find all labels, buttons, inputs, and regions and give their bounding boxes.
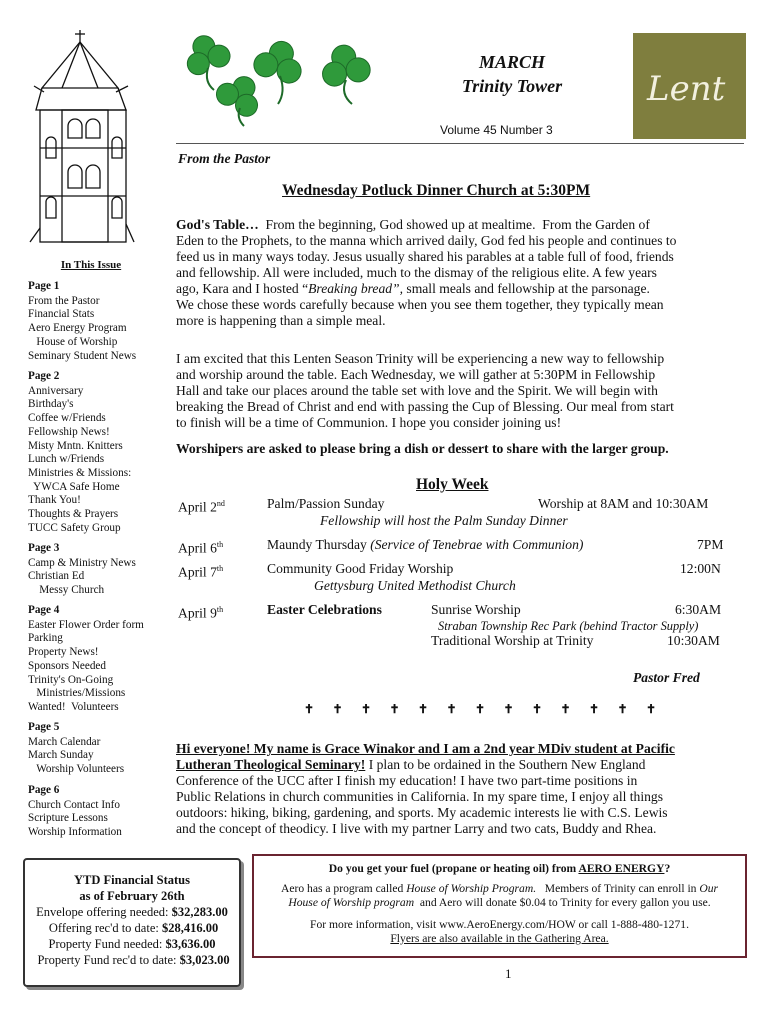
toc-item: Parking <box>28 632 63 645</box>
toc-item: Lunch w/Friends <box>28 453 105 466</box>
text-line: and fellowship. All were included, much to the dismay of the religious elite. A few years <box>176 265 657 280</box>
toc-page-label: Page 6 <box>28 784 60 796</box>
toc-item: Fellowship News! <box>28 425 110 438</box>
lent-banner <box>633 33 746 139</box>
financial-title: YTD Financial Status <box>74 873 190 887</box>
toc-item: Camp & Ministry News <box>28 556 136 569</box>
cross-icon: ✝ <box>617 702 628 716</box>
financial-label: Envelope offering needed: <box>36 905 172 919</box>
toc-item: Aero Energy Program <box>28 322 127 335</box>
section-from-the-pastor: From the Pastor <box>178 151 271 166</box>
toc-item: TUCC Safety Group <box>28 521 121 534</box>
april-2-note: Fellowship will host the Palm Sunday Dinner <box>320 513 568 528</box>
event-detail: (Service of Tenebrae with Communion) <box>370 537 584 552</box>
text-line: Eden to the Prophets, to the manna which arrived daily, God fed his people and continues to <box>176 233 677 248</box>
event-text: Maundy Thursday <box>267 537 371 552</box>
april-9-date <box>178 602 223 622</box>
text-line: From the beginning, God showed up at mealtime. From the Garden of <box>258 217 650 232</box>
april-7-date <box>178 561 223 581</box>
toc-item: Anniversary <box>28 384 84 397</box>
text-line: We chose these words carefully because when you see them together, they typically mean <box>176 297 664 312</box>
toc-item: Thank You! <box>28 494 81 507</box>
text-line: I am excited that this Lenten Season Trinity will be experiencing a new way to fellowship <box>176 351 665 366</box>
toc-item: Christian Ed <box>28 570 85 583</box>
financial-value: $28,416.00 <box>161 921 219 935</box>
traditional-time: 10:30AM <box>667 633 720 648</box>
header-divider <box>176 143 744 144</box>
date-suffix: th <box>216 540 224 549</box>
volume-number: Volume 45 Number 3 <box>440 123 553 137</box>
aero-text: Our <box>699 882 719 895</box>
toc-page-label: Page 1 <box>28 280 60 292</box>
aero-program-name: House of Worship Program. <box>406 882 537 895</box>
aero-text: and Aero will donate $0.04 to Trinity for every gallon you use. <box>414 896 711 909</box>
text-line: Hall and take our places around the table set with love and the Spirit. We will begin with <box>176 383 658 398</box>
date-suffix: th <box>216 564 224 573</box>
toc-item: Thoughts & Prayers <box>28 508 119 521</box>
financial-value: $3,023.00 <box>179 953 230 967</box>
seminary-lead-line: Hi everyone! My name is Grace Winakor and I am a 2nd year MDiv student at Pacific <box>176 741 675 756</box>
text-line: outdoors: hiking, biking, gardening, and sports. My academic interests lie with C.S. Lewis <box>176 805 668 820</box>
cross-icon: ✝ <box>503 702 514 716</box>
seminary-student-news <box>176 741 736 837</box>
aero-line-1 <box>254 882 745 896</box>
toc-item: Church Contact Info <box>28 798 120 811</box>
date-suffix: th <box>216 605 224 614</box>
pastor-paragraph-1 <box>176 217 736 329</box>
toc-page-3 <box>28 542 168 598</box>
seminary-name: Lutheran Theological Seminary! <box>176 757 366 772</box>
page-number: 1 <box>505 966 512 981</box>
toc-item: March Calendar <box>28 735 101 748</box>
toc-item: Birthday's <box>28 398 74 411</box>
aero-heading <box>254 862 745 876</box>
april-6-event <box>267 537 583 553</box>
pastor-headline: Wednesday Potluck Dinner Church at 5:30PM <box>282 182 591 199</box>
toc-item: Worship Information <box>28 826 122 839</box>
text-line: ago, Kara and I hosted “ <box>176 281 309 296</box>
text-line: more is happening than a simple meal. <box>176 313 386 328</box>
toc-page-2 <box>28 370 168 535</box>
text-line: feed us in many ways today. Jesus usually shared his parables at a table full of food, friends <box>176 249 674 264</box>
church-tower-illustration <box>22 28 154 248</box>
toc-item: Financial Stats <box>28 308 95 321</box>
toc-page-label: Page 2 <box>28 370 60 382</box>
cross-icon: ✝ <box>418 702 429 716</box>
aero-flyers: Flyers are also available in the Gathering Area. <box>390 932 609 945</box>
cross-icon: ✝ <box>389 702 400 716</box>
toc-item: Easter Flower Order form <box>28 618 144 631</box>
toc-item: Ministries/Missions <box>28 687 126 700</box>
newsletter-month: MARCH <box>478 52 546 72</box>
financial-value: $3,636.00 <box>165 937 216 951</box>
financial-date: as of February 26th <box>79 889 185 903</box>
pastor-signature: Pastor Fred <box>633 670 700 685</box>
toc-page-4 <box>28 604 168 715</box>
april-7-event: Community Good Friday Worship <box>267 561 454 576</box>
financial-row <box>25 952 239 968</box>
financial-label: Property Fund needed: <box>48 937 166 951</box>
aero-energy-name: AERO ENERGY <box>578 862 665 875</box>
april-9-note: Straban Township Rec Park (behind Tractor Supply) <box>438 619 699 633</box>
april-2-event: Palm/Passion Sunday <box>267 496 385 511</box>
text-line: to finish will be a time of Communion. I hope you consider joining us! <box>176 415 562 430</box>
financial-row <box>25 920 239 936</box>
cross-icon: ✝ <box>589 702 600 716</box>
toc-item: From the Pastor <box>28 294 100 307</box>
april-9-event: Easter Celebrations <box>267 602 382 617</box>
sunrise-time: 6:30AM <box>675 602 722 617</box>
text-line: Public Relations in church communities in California. In my spare time, I enjoy all things <box>176 789 664 804</box>
april-7-note: Gettysburg United Methodist Church <box>314 578 516 593</box>
toc-item: Sponsors Needed <box>28 659 106 672</box>
toc-item: House of Worship <box>28 335 118 348</box>
date-text: April 6 <box>178 540 217 556</box>
financial-row <box>25 936 239 952</box>
cross-icon: ✝ <box>332 702 343 716</box>
toc-item: Wanted! Volunteers <box>28 700 119 713</box>
date-text: April 7 <box>178 564 217 580</box>
april-7-time: 12:00N <box>680 561 721 576</box>
aero-text: Aero has a program called <box>280 882 407 895</box>
toc-page-5 <box>28 721 168 777</box>
text-line: I plan to be ordained in the Southern New England <box>365 757 646 772</box>
traditional-worship: Traditional Worship at Trinity <box>431 633 594 648</box>
april-2-date <box>178 496 225 516</box>
toc-item: Misty Mntn. Knitters <box>28 439 123 452</box>
worshipers-note: Worshipers are asked to please bring a dish or dessert to share with the larger group. <box>176 441 669 456</box>
text-line: small meals and fellowship at the parsonage. <box>403 281 650 296</box>
cross-icon: ✝ <box>560 702 571 716</box>
toc-page-label: Page 5 <box>28 721 60 733</box>
toc-item: YWCA Safe Home <box>28 480 120 493</box>
date-text: April 2 <box>178 499 217 515</box>
date-text: April 9 <box>178 605 217 621</box>
aero-line-2 <box>254 896 745 910</box>
cross-divider <box>304 702 684 720</box>
text-line: and worship around the table. Each Wednesday, we will gather at 5:30PM in Fellowship <box>176 367 656 382</box>
cross-icon: ✝ <box>361 702 372 716</box>
cross-icon: ✝ <box>532 702 543 716</box>
text-line: Conference of the UCC after I finish my education! I have two part-time positions in <box>176 773 638 788</box>
aero-contact: For more information, visit www.AeroEnergy.com/HOW or call 1-888-480-1271. <box>310 918 689 931</box>
sunrise-worship: Sunrise Worship <box>431 602 521 617</box>
toc-item: Coffee w/Friends <box>28 412 106 425</box>
cross-icon: ✝ <box>304 702 315 716</box>
cross-icon: ✝ <box>475 702 486 716</box>
financial-row <box>25 904 239 920</box>
toc-page-1 <box>28 280 168 363</box>
aero-program-name: House of Worship program <box>288 896 415 909</box>
toc-item: Property News! <box>28 646 99 659</box>
toc-item: Trinity's On-Going <box>28 673 114 686</box>
holy-week-title: Holy Week <box>416 476 489 493</box>
april-6-time: 7PM <box>697 537 724 552</box>
financial-label: Offering rec'd to date: <box>45 921 162 935</box>
cross-icon: ✝ <box>446 702 457 716</box>
toc-item: Seminary Student News <box>28 349 137 362</box>
newsletter-title: Trinity Tower <box>461 76 563 96</box>
aero-energy-box <box>252 854 747 958</box>
pastor-paragraph-2 <box>176 351 736 431</box>
financial-label: Property Fund rec'd to date: <box>34 953 180 967</box>
aero-heading-text: Do you get your fuel (propane or heating oil) from <box>328 862 579 875</box>
toc-item: Worship Volunteers <box>28 763 125 776</box>
lent-label: Lent <box>647 69 726 109</box>
text-line: and the concept of theodicy. I live with my partner Larry and two cats, Buddy and Rhea. <box>176 821 657 836</box>
april-2-time: Worship at 8AM and 10:30AM <box>538 496 709 511</box>
aero-heading-end: ? <box>664 862 671 875</box>
date-suffix: nd <box>216 499 225 508</box>
toc-page-6 <box>28 784 168 840</box>
financial-status-box <box>23 858 241 987</box>
in-this-issue-title: In This Issue <box>60 259 122 271</box>
shamrock-illustration <box>168 28 400 138</box>
text-line: breaking the Bread of Christ and end with passing the Cup of Blessing. Our meal from start <box>176 399 674 414</box>
april-6-date <box>178 537 223 557</box>
toc-page-label: Page 4 <box>28 604 60 616</box>
toc-item: Messy Church <box>28 584 105 597</box>
toc-page-label: Page 3 <box>28 542 60 554</box>
gods-table-lead: God's Table… <box>176 217 259 232</box>
toc-item: Scripture Lessons <box>28 812 108 825</box>
financial-value: $32,283.00 <box>171 905 228 919</box>
aero-text: Members of Trinity can enroll in <box>536 882 700 895</box>
toc-item: March Sunday <box>28 749 94 762</box>
toc-item: Ministries & Missions: <box>28 466 132 479</box>
cross-icon: ✝ <box>646 702 657 716</box>
breaking-bread-text: Breaking bread”, <box>308 281 403 296</box>
